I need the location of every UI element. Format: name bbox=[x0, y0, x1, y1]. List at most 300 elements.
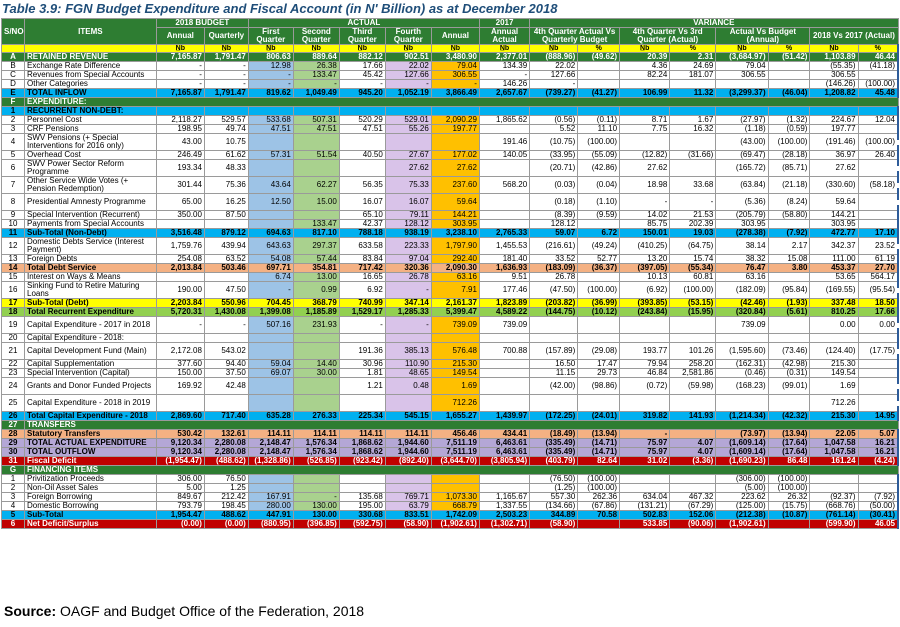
row-value: (1,690.23) bbox=[716, 457, 768, 466]
row-value: 75.36 bbox=[204, 177, 248, 194]
unit-nb: N̲b bbox=[339, 45, 385, 53]
row-value: 254.08 bbox=[156, 255, 204, 264]
row-value: 2,765.33 bbox=[479, 229, 529, 238]
table-row bbox=[2, 98, 899, 107]
row-value: 739.09 bbox=[431, 317, 479, 334]
row-value: 6.74 bbox=[248, 273, 293, 282]
row-value: 4.36 bbox=[620, 62, 670, 71]
row-value: (0.72) bbox=[620, 378, 670, 395]
row-value: 212.42 bbox=[204, 493, 248, 502]
row-value: 110.90 bbox=[385, 360, 431, 369]
row-value: (1.10) bbox=[578, 194, 620, 211]
row-value bbox=[858, 160, 898, 177]
row-value bbox=[530, 107, 578, 116]
row-value: (7.92) bbox=[768, 229, 810, 238]
row-sno: 3 bbox=[2, 125, 25, 134]
row-value: 59.04 bbox=[248, 360, 293, 369]
row-value: 1,759.76 bbox=[156, 238, 204, 255]
row-item: FINANCING ITEMS bbox=[25, 466, 899, 475]
row-value bbox=[768, 520, 810, 529]
row-value: 237.60 bbox=[431, 177, 479, 194]
row-value: 191.36 bbox=[339, 343, 385, 360]
row-value bbox=[431, 107, 479, 116]
row-value: 12.50 bbox=[248, 194, 293, 211]
row-value: 2,581.86 bbox=[670, 369, 716, 378]
row-value: 576.48 bbox=[431, 343, 479, 360]
row-value: (335.49) bbox=[530, 439, 578, 448]
row-value: 223.62 bbox=[716, 493, 768, 502]
row-value: 564.17 bbox=[858, 273, 898, 282]
row-value: 10.13 bbox=[620, 273, 670, 282]
row-value: (5.61) bbox=[768, 308, 810, 317]
row-value: (1,302.71) bbox=[479, 520, 529, 529]
row-value: (100.00) bbox=[858, 80, 898, 89]
table-row bbox=[2, 448, 899, 457]
row-value bbox=[768, 71, 810, 80]
row-value bbox=[479, 334, 529, 343]
table-row bbox=[2, 238, 899, 255]
row-value: 385.13 bbox=[385, 343, 431, 360]
row-value: 529.01 bbox=[385, 116, 431, 125]
row-value bbox=[768, 317, 810, 334]
row-value bbox=[858, 475, 898, 484]
row-value: 16.65 bbox=[339, 273, 385, 282]
row-item: Domestic Debts Service (Interest Payment) bbox=[25, 238, 157, 255]
row-value: 6,463.61 bbox=[479, 439, 529, 448]
unit-nb: N̲b bbox=[530, 45, 578, 53]
row-sno: 7 bbox=[2, 177, 25, 194]
row-value: 533.85 bbox=[620, 520, 670, 529]
row-value: 557.30 bbox=[530, 493, 578, 502]
row-value: 806.63 bbox=[248, 53, 293, 62]
unit-nb: N̲b bbox=[810, 45, 858, 53]
row-value: (306.00) bbox=[716, 475, 768, 484]
row-value: (100.00) bbox=[768, 134, 810, 151]
col-second-quarter: Second Quarter bbox=[293, 28, 339, 45]
row-sno: 5 bbox=[2, 511, 25, 520]
row-value: 14.95 bbox=[858, 412, 898, 421]
row-value: (6.92) bbox=[620, 282, 670, 299]
row-value: (58.80) bbox=[768, 211, 810, 220]
row-value bbox=[293, 160, 339, 177]
row-value: 47.51 bbox=[248, 125, 293, 134]
row-value: 344.89 bbox=[530, 511, 578, 520]
row-value: 63.52 bbox=[204, 255, 248, 264]
row-value: (42.98) bbox=[768, 360, 810, 369]
row-value: 1,655.27 bbox=[431, 412, 479, 421]
row-value bbox=[339, 334, 385, 343]
row-value bbox=[293, 343, 339, 360]
row-sno: 24 bbox=[2, 378, 25, 395]
row-value: (100.00) bbox=[768, 484, 810, 493]
table-row bbox=[2, 475, 899, 484]
row-value: 61.62 bbox=[204, 151, 248, 160]
row-value: 306.55 bbox=[810, 71, 858, 80]
row-value: 94.40 bbox=[204, 360, 248, 369]
row-value: (172.25) bbox=[530, 412, 578, 421]
row-value: 740.99 bbox=[339, 299, 385, 308]
row-value: 467.32 bbox=[670, 493, 716, 502]
row-value: 488.62 bbox=[204, 511, 248, 520]
row-value: 1,865.62 bbox=[479, 116, 529, 125]
row-value: 739.09 bbox=[479, 317, 529, 334]
col-items: ITEMS bbox=[25, 19, 157, 45]
row-sno: 2 bbox=[2, 484, 25, 493]
row-value: (397.05) bbox=[620, 264, 670, 273]
table-row bbox=[2, 430, 899, 439]
row-value: 9,120.34 bbox=[156, 448, 204, 457]
row-value: 1,049.49 bbox=[293, 89, 339, 98]
row-value: 306.55 bbox=[431, 71, 479, 80]
row-value: (55.34) bbox=[670, 264, 716, 273]
row-value: 215.30 bbox=[810, 360, 858, 369]
row-value: (20.71) bbox=[530, 160, 578, 177]
row-value: (0.04) bbox=[578, 177, 620, 194]
row-value: (278.38) bbox=[716, 229, 768, 238]
row-value: 507.31 bbox=[293, 116, 339, 125]
row-value: 18.50 bbox=[858, 299, 898, 308]
row-value: 27.67 bbox=[385, 151, 431, 160]
unit-pct: % bbox=[858, 45, 898, 53]
row-value: 297.37 bbox=[293, 238, 339, 255]
row-value: 26.40 bbox=[858, 151, 898, 160]
row-value bbox=[670, 430, 716, 439]
row-value: 22.05 bbox=[810, 430, 858, 439]
row-sno: 6 bbox=[2, 160, 25, 177]
row-sno: 20 bbox=[2, 334, 25, 343]
row-value: 503.46 bbox=[204, 264, 248, 273]
row-sno: 17 bbox=[2, 299, 25, 308]
row-value: 3,480.90 bbox=[431, 53, 479, 62]
row-value: (100.00) bbox=[578, 475, 620, 484]
row-value: 150.01 bbox=[620, 229, 670, 238]
row-value: (1,954.47) bbox=[156, 457, 204, 466]
row-value bbox=[670, 134, 716, 151]
row-value: 16.07 bbox=[385, 194, 431, 211]
row-value: (12.82) bbox=[620, 151, 670, 160]
row-value: 694.63 bbox=[248, 229, 293, 238]
unit-nb: N̲b bbox=[620, 45, 670, 53]
row-value: 788.18 bbox=[339, 229, 385, 238]
row-value: 520.29 bbox=[339, 116, 385, 125]
row-value: 833.51 bbox=[385, 511, 431, 520]
row-value: 61.19 bbox=[858, 255, 898, 264]
row-value bbox=[620, 80, 670, 89]
row-value: 16.25 bbox=[204, 194, 248, 211]
row-value: 55.26 bbox=[385, 125, 431, 134]
row-value: 16.32 bbox=[670, 125, 716, 134]
row-value: (599.90) bbox=[810, 520, 858, 529]
row-value: 128.12 bbox=[530, 220, 578, 229]
row-value: 114.11 bbox=[339, 430, 385, 439]
row-value: 13.00 bbox=[293, 273, 339, 282]
row-value: 810.25 bbox=[810, 308, 858, 317]
row-value: 79.04 bbox=[716, 62, 768, 71]
row-value bbox=[204, 395, 248, 412]
row-value: 13.20 bbox=[620, 255, 670, 264]
row-value: 27.62 bbox=[431, 160, 479, 177]
row-value: 1,047.58 bbox=[810, 439, 858, 448]
table-row bbox=[2, 484, 899, 493]
row-value: 634.04 bbox=[620, 493, 670, 502]
row-value: (73.97) bbox=[716, 430, 768, 439]
row-value bbox=[479, 484, 529, 493]
row-value: 127.66 bbox=[385, 71, 431, 80]
row-value: 37.50 bbox=[204, 369, 248, 378]
row-value: 712.26 bbox=[810, 395, 858, 412]
row-value: 258.20 bbox=[670, 360, 716, 369]
row-value: (3.36) bbox=[670, 457, 716, 466]
row-value: (55.09) bbox=[578, 151, 620, 160]
row-sno: F bbox=[2, 98, 25, 107]
row-value: (5.36) bbox=[716, 194, 768, 211]
row-value bbox=[768, 334, 810, 343]
row-value: (203.82) bbox=[530, 299, 578, 308]
table-row bbox=[2, 89, 899, 98]
row-value: 11.15 bbox=[530, 369, 578, 378]
row-value: (526.85) bbox=[293, 457, 339, 466]
row-item: Capital Expenditure - 2017 in 2018 bbox=[25, 317, 157, 334]
row-value: (739.27) bbox=[530, 89, 578, 98]
row-value: (42.46) bbox=[716, 299, 768, 308]
col-budget-annual: Annual bbox=[156, 28, 204, 45]
row-value: (1,595.60) bbox=[716, 343, 768, 360]
row-value: - bbox=[156, 80, 204, 89]
row-value bbox=[530, 317, 578, 334]
row-value: (100.00) bbox=[578, 484, 620, 493]
row-value bbox=[431, 475, 479, 484]
row-item: Sub-Total bbox=[25, 511, 157, 520]
row-value: (13.94) bbox=[578, 430, 620, 439]
row-value bbox=[156, 273, 204, 282]
row-value: 15.00 bbox=[293, 194, 339, 211]
row-value: (0.59) bbox=[768, 125, 810, 134]
row-value: (134.66) bbox=[530, 502, 578, 511]
row-value: 5,720.31 bbox=[156, 308, 204, 317]
row-value bbox=[858, 378, 898, 395]
row-value: 40.50 bbox=[339, 151, 385, 160]
row-value: 79.04 bbox=[431, 62, 479, 71]
row-value: 69.07 bbox=[248, 369, 293, 378]
row-value: 30.00 bbox=[293, 369, 339, 378]
row-value bbox=[293, 395, 339, 412]
row-value: 52.77 bbox=[578, 255, 620, 264]
row-value: 17.47 bbox=[578, 360, 620, 369]
row-value: 697.71 bbox=[248, 264, 293, 273]
row-sno: 21 bbox=[2, 343, 25, 360]
row-value bbox=[716, 80, 768, 89]
row-value: 21.53 bbox=[670, 211, 716, 220]
row-value: (1,902.61) bbox=[431, 520, 479, 529]
row-value: 87.50 bbox=[204, 211, 248, 220]
table-row bbox=[2, 520, 899, 529]
row-value: 1,165.67 bbox=[479, 493, 529, 502]
row-value: (15.75) bbox=[768, 502, 810, 511]
row-value: 65.10 bbox=[339, 211, 385, 220]
col-third-quarter: Third Quarter bbox=[339, 28, 385, 45]
row-value: 16.21 bbox=[858, 439, 898, 448]
row-value: - bbox=[620, 430, 670, 439]
row-value: 246.49 bbox=[156, 151, 204, 160]
row-value: 1,285.33 bbox=[385, 308, 431, 317]
row-value: (76.50) bbox=[530, 475, 578, 484]
row-value: (100.00) bbox=[578, 134, 620, 151]
table-body bbox=[2, 53, 899, 529]
row-item: Sub-Total (Debt) bbox=[25, 299, 157, 308]
row-value: 130.00 bbox=[293, 511, 339, 520]
row-value bbox=[768, 107, 810, 116]
row-value: 1,797.90 bbox=[431, 238, 479, 255]
row-value bbox=[858, 220, 898, 229]
row-value: (157.89) bbox=[530, 343, 578, 360]
table-row bbox=[2, 439, 899, 448]
row-value: 43.64 bbox=[248, 177, 293, 194]
row-value: 51.54 bbox=[293, 151, 339, 160]
row-value: (53.15) bbox=[670, 299, 716, 308]
row-value: 1,742.09 bbox=[431, 511, 479, 520]
row-value: (1,328.86) bbox=[248, 457, 293, 466]
row-value: (0.03) bbox=[530, 177, 578, 194]
col-actual-annual: Annual bbox=[431, 28, 479, 45]
col-2017-annual: Annual Actual bbox=[479, 28, 529, 45]
unit-nb: N̲b bbox=[716, 45, 768, 53]
row-value bbox=[670, 334, 716, 343]
row-value bbox=[293, 484, 339, 493]
row-value: 144.21 bbox=[810, 211, 858, 220]
row-value: (0.46) bbox=[716, 369, 768, 378]
row-value bbox=[385, 484, 431, 493]
row-value bbox=[479, 194, 529, 211]
row-value: (3,684.97) bbox=[716, 53, 768, 62]
row-value bbox=[670, 484, 716, 493]
row-value: - bbox=[248, 282, 293, 299]
row-value: 223.33 bbox=[385, 238, 431, 255]
row-value bbox=[858, 211, 898, 220]
row-value: 29.73 bbox=[578, 369, 620, 378]
row-value: (18.49) bbox=[530, 430, 578, 439]
row-value: 82.64 bbox=[578, 457, 620, 466]
row-value: 47.51 bbox=[339, 125, 385, 134]
row-value: (1,609.14) bbox=[716, 448, 768, 457]
row-item: Exchange Rate Difference bbox=[25, 62, 157, 71]
row-value: 45.48 bbox=[858, 89, 898, 98]
row-value: 48.33 bbox=[204, 160, 248, 177]
row-value: 191.46 bbox=[479, 134, 529, 151]
row-item: RECURRENT NON-DEBT: bbox=[25, 107, 157, 116]
row-value bbox=[339, 475, 385, 484]
row-value bbox=[339, 484, 385, 493]
row-value: 79.11 bbox=[385, 211, 431, 220]
row-value: 198.45 bbox=[204, 502, 248, 511]
row-value: 7.91 bbox=[431, 282, 479, 299]
row-value: 197.77 bbox=[431, 125, 479, 134]
row-value: 149.54 bbox=[431, 369, 479, 378]
row-value: 3,866.49 bbox=[431, 89, 479, 98]
row-item: Sinking Fund to Retire Maturing Loans bbox=[25, 282, 157, 299]
row-value: 2,377.01 bbox=[479, 53, 529, 62]
row-sno: C bbox=[2, 71, 25, 80]
row-value: 543.02 bbox=[204, 343, 248, 360]
row-value bbox=[293, 475, 339, 484]
table-row bbox=[2, 308, 899, 317]
row-value: (592.75) bbox=[339, 520, 385, 529]
row-value: (85.71) bbox=[768, 160, 810, 177]
table-row bbox=[2, 502, 899, 511]
row-sno: 2 bbox=[2, 116, 25, 125]
row-value bbox=[156, 220, 204, 229]
row-value: 717.42 bbox=[339, 264, 385, 273]
col-variance-actual-vs-budget: Actual Vs Budget (Annual) bbox=[716, 28, 810, 45]
row-value bbox=[578, 273, 620, 282]
unit-nb: N̲b bbox=[385, 45, 431, 53]
row-value: 59.64 bbox=[810, 194, 858, 211]
row-value: 79.94 bbox=[620, 360, 670, 369]
row-value bbox=[620, 107, 670, 116]
row-value bbox=[768, 220, 810, 229]
row-value: 42.37 bbox=[339, 220, 385, 229]
row-item: Payments from Special Accounts bbox=[25, 220, 157, 229]
row-value bbox=[248, 160, 293, 177]
unit-nb: N̲b bbox=[248, 45, 293, 53]
row-value: 1,529.17 bbox=[339, 308, 385, 317]
row-sno: D bbox=[2, 80, 25, 89]
row-value bbox=[293, 334, 339, 343]
row-value bbox=[385, 475, 431, 484]
row-value: 63.16 bbox=[716, 273, 768, 282]
row-value: 46.84 bbox=[620, 369, 670, 378]
row-value: 190.00 bbox=[156, 282, 204, 299]
row-value: 882.12 bbox=[339, 53, 385, 62]
row-value: (13.94) bbox=[768, 430, 810, 439]
row-value bbox=[810, 334, 858, 343]
row-value: 350.00 bbox=[156, 211, 204, 220]
row-value: - bbox=[293, 493, 339, 502]
row-value: 114.11 bbox=[293, 430, 339, 439]
row-value: 12.98 bbox=[248, 62, 293, 71]
row-value: (1.32) bbox=[768, 116, 810, 125]
row-value: 76.47 bbox=[716, 264, 768, 273]
row-value: 337.48 bbox=[810, 299, 858, 308]
col-2017-group: 2017 bbox=[479, 19, 529, 28]
row-value: 3,238.10 bbox=[431, 229, 479, 238]
row-value: 1,868.62 bbox=[339, 448, 385, 457]
row-value: 22.02 bbox=[530, 62, 578, 71]
row-value: 57.44 bbox=[293, 255, 339, 264]
row-value: 56.35 bbox=[339, 177, 385, 194]
row-value: (42.00) bbox=[530, 378, 578, 395]
row-value bbox=[578, 334, 620, 343]
table-row bbox=[2, 107, 899, 116]
row-sno: 6 bbox=[2, 520, 25, 529]
row-value: 320.36 bbox=[385, 264, 431, 273]
row-value: 15.74 bbox=[670, 255, 716, 264]
row-value bbox=[479, 220, 529, 229]
row-value: (31.66) bbox=[670, 151, 716, 160]
row-value: 127.66 bbox=[530, 71, 578, 80]
row-value: 8.71 bbox=[620, 116, 670, 125]
row-value bbox=[339, 160, 385, 177]
row-value: 38.32 bbox=[716, 255, 768, 264]
row-value: (410.25) bbox=[620, 238, 670, 255]
row-value: - bbox=[248, 80, 293, 89]
row-item: TRANSFERS bbox=[25, 421, 899, 430]
row-value: 10.75 bbox=[204, 134, 248, 151]
row-value: 4.07 bbox=[670, 448, 716, 457]
row-value: 47.51 bbox=[293, 125, 339, 134]
row-value: 128.12 bbox=[385, 220, 431, 229]
row-item: Capital Expenditure - 2018 in 2019 bbox=[25, 395, 157, 412]
row-value: 889.64 bbox=[293, 53, 339, 62]
